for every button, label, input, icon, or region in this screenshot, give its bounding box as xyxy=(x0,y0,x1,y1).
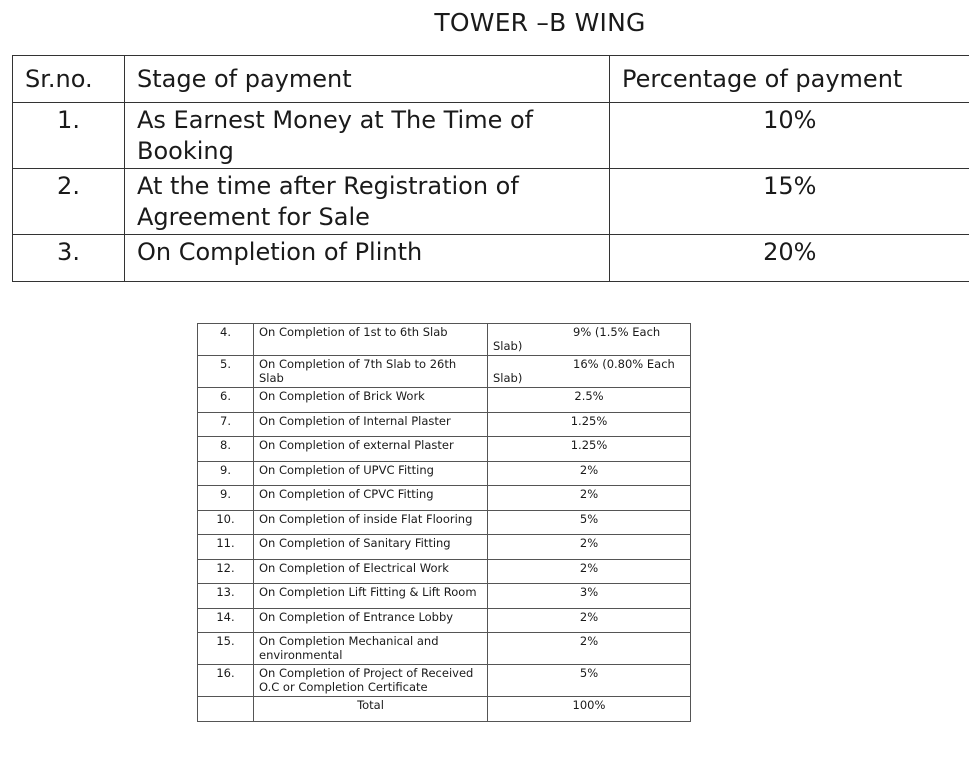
page-title: TOWER –B WING xyxy=(434,8,646,37)
table-row xyxy=(198,665,691,697)
row-percentage: 3% xyxy=(488,584,691,609)
row-percentage: 2% xyxy=(488,461,691,486)
row-sr: 7. xyxy=(198,412,254,437)
table-row xyxy=(13,103,969,169)
total-label: Total xyxy=(254,697,488,722)
row-sr: 2. xyxy=(13,169,125,235)
row-sr: 8. xyxy=(198,437,254,462)
row-stage: As Earnest Money at The Time of Booking xyxy=(125,103,610,169)
row-percentage: 1.25% xyxy=(488,412,691,437)
table-row xyxy=(198,388,691,413)
row-percentage: 2.5% xyxy=(488,388,691,413)
row-percentage: 2% xyxy=(488,633,691,665)
row-percentage: 5% xyxy=(488,510,691,535)
row-sr: 14. xyxy=(198,608,254,633)
header-percentage: Percentage of payment xyxy=(610,56,969,103)
table-row xyxy=(198,486,691,511)
row-sr: 9. xyxy=(198,461,254,486)
row-stage: On Completion of Brick Work xyxy=(254,388,488,413)
table-header-row xyxy=(13,56,969,103)
total-row xyxy=(198,697,691,722)
table-row xyxy=(198,584,691,609)
row-stage: On Completion of inside Flat Flooring xyxy=(254,510,488,535)
row-sr: 16. xyxy=(198,665,254,697)
row-sr: 15. xyxy=(198,633,254,665)
row-sr: 13. xyxy=(198,584,254,609)
row-percentage: 5% xyxy=(488,665,691,697)
payment-table-main xyxy=(12,55,969,282)
row-stage: On Completion of Sanitary Fitting xyxy=(254,535,488,560)
row-sr: 1. xyxy=(13,103,125,169)
row-stage: On Completion of UPVC Fitting xyxy=(254,461,488,486)
row-stage: On Completion Mechanical and environmental xyxy=(254,633,488,665)
row-stage: At the time after Registration of Agreement for Sale xyxy=(125,169,610,235)
row-percentage: 16% (0.80% Each Slab) xyxy=(488,356,691,388)
row-sr: 9. xyxy=(198,486,254,511)
table-row xyxy=(198,356,691,388)
table-row xyxy=(198,510,691,535)
row-stage: On Completion of Entrance Lobby xyxy=(254,608,488,633)
row-percentage: 20% xyxy=(610,235,969,282)
header-stage: Stage of payment xyxy=(125,56,610,103)
table-row xyxy=(198,461,691,486)
table-row xyxy=(198,535,691,560)
payment-schedule-table xyxy=(197,323,691,722)
row-sr: 4. xyxy=(198,324,254,356)
row-stage: On Completion of Electrical Work xyxy=(254,559,488,584)
row-percentage: 2% xyxy=(488,608,691,633)
row-stage: On Completion of Internal Plaster xyxy=(254,412,488,437)
row-percentage: 9% (1.5% Each Slab) xyxy=(488,324,691,356)
row-stage: On Completion of 7th Slab to 26th Slab xyxy=(254,356,488,388)
table-row xyxy=(198,633,691,665)
table-row xyxy=(198,324,691,356)
total-value: 100% xyxy=(488,697,691,722)
row-sr xyxy=(198,697,254,722)
row-sr: 6. xyxy=(198,388,254,413)
row-sr: 5. xyxy=(198,356,254,388)
row-percentage: 2% xyxy=(488,559,691,584)
header-sr-no: Sr.no. xyxy=(13,56,125,103)
row-stage: On Completion of external Plaster xyxy=(254,437,488,462)
table-row xyxy=(198,437,691,462)
table-row xyxy=(198,412,691,437)
row-stage: On Completion of 1st to 6th Slab xyxy=(254,324,488,356)
row-stage: On Completion of CPVC Fitting xyxy=(254,486,488,511)
row-percentage: 15% xyxy=(610,169,969,235)
row-sr: 12. xyxy=(198,559,254,584)
table-row xyxy=(13,235,969,282)
row-sr: 3. xyxy=(13,235,125,282)
row-sr: 10. xyxy=(198,510,254,535)
row-stage: On Completion of Plinth xyxy=(125,235,610,282)
row-stage: On Completion Lift Fitting & Lift Room xyxy=(254,584,488,609)
row-stage: On Completion of Project of Received O.C or Completion Certificate xyxy=(254,665,488,697)
row-percentage: 10% xyxy=(610,103,969,169)
row-percentage: 2% xyxy=(488,535,691,560)
table-row xyxy=(198,608,691,633)
table-row xyxy=(13,169,969,235)
row-percentage: 1.25% xyxy=(488,437,691,462)
table-row xyxy=(198,559,691,584)
row-percentage: 2% xyxy=(488,486,691,511)
row-sr: 11. xyxy=(198,535,254,560)
